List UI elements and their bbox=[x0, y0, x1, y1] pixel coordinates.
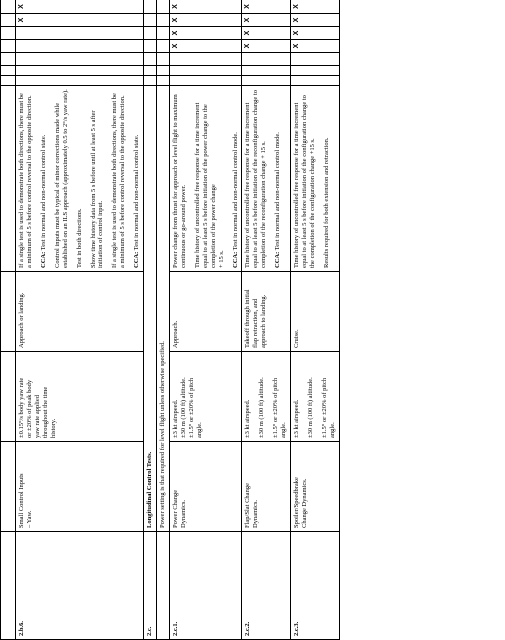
cca-text: Test in normal and non-normal control state. bbox=[39, 134, 47, 252]
level-mark bbox=[169, 66, 241, 76]
cca-label: CCA: bbox=[39, 251, 47, 268]
cca-label: CCA: bbox=[231, 251, 239, 268]
level-mark: X bbox=[291, 0, 340, 14]
table-row bbox=[169, 0, 241, 640]
tolerance-text: ±3 kt airspeed. ±30 m (100 ft) altitude. ±1.5° or ±20% of pitch angle. bbox=[171, 377, 203, 438]
section-note: Power setting is that required for level flight unless otherwise specified. bbox=[157, 86, 170, 532]
cca-label: CCA: bbox=[274, 251, 282, 268]
remark-paragraph: Power change from thrust for approach or level flight to maximum continuous or go-around power. bbox=[171, 94, 187, 268]
level-mark bbox=[16, 27, 144, 40]
remark-paragraph: If a single test is used to demonstrate both directions, there must be a minimum of 5 s before control reversal to the opposite direction. bbox=[111, 93, 127, 268]
remarks-cell bbox=[291, 86, 340, 272]
remark-paragraph: If a single test is used to demonstrate both directions, there must be a minimum of 5 s before control reversal to the opposite direction. bbox=[18, 93, 33, 268]
tolerance-text: ±1.5° or ±20% of pitch angle. bbox=[320, 377, 336, 438]
remark-paragraph: Time history of uncontrolled free response for a time increment equal to at least 5 s before initiation of the configuration change to the completion of the configuration change +15 s. bbox=[293, 95, 316, 268]
level-mark bbox=[16, 53, 144, 66]
level-mark: X bbox=[16, 14, 144, 27]
test-number: 2.c.3. bbox=[291, 532, 340, 640]
level-mark: X bbox=[169, 40, 241, 53]
tolerance-text: ±3 kt airspeed. bbox=[293, 399, 301, 438]
level-mark: X bbox=[291, 40, 340, 53]
tolerance-text: ±3 kt airspeed. bbox=[244, 399, 252, 438]
cca-text: Test in normal and non-normal control mode. bbox=[231, 132, 239, 252]
section-number: 2.c. bbox=[144, 532, 157, 640]
tolerance-cell bbox=[242, 352, 291, 442]
cca-paragraph bbox=[232, 89, 240, 268]
remarks-cell bbox=[16, 86, 144, 272]
flight-condition-text: Takeoff through initial flap retraction, and approach to landing. bbox=[244, 289, 268, 348]
remark-paragraph: Control inputs must be typical of minor corrections made while established on an ILS approach (approximately 0.5 to 2°/s yaw rate). bbox=[53, 89, 69, 268]
tolerance-cell bbox=[291, 352, 340, 442]
tolerance-text: ±30 m (100 ft) altitude. bbox=[258, 377, 266, 438]
level-mark: X bbox=[169, 27, 241, 40]
test-label bbox=[242, 442, 291, 532]
level-mark: X bbox=[242, 27, 291, 40]
cca-paragraph bbox=[274, 89, 282, 268]
test-label-text: Power Change Dynamics. bbox=[171, 489, 187, 528]
level-mark bbox=[169, 53, 241, 66]
level-mark: X bbox=[291, 14, 340, 27]
level-mark: X bbox=[291, 27, 340, 40]
remark-paragraph: Results required for both extension and retraction. bbox=[322, 137, 330, 268]
flight-condition bbox=[242, 272, 291, 352]
section-title: Longitudinal Control Tests. bbox=[146, 451, 154, 528]
flight-condition: Cruise. bbox=[291, 272, 340, 352]
table-row bbox=[16, 0, 144, 640]
level-mark: X bbox=[169, 14, 241, 27]
section-title-cell bbox=[144, 86, 157, 532]
tolerance-text: ±1.5° or ±20% of pitch angle. bbox=[272, 377, 288, 438]
test-label bbox=[291, 442, 340, 532]
cca-paragraph bbox=[40, 89, 48, 268]
level-mark bbox=[291, 53, 340, 66]
remark-paragraph: Show time history data from 5 s before until at least 5 s after initiation of control input. bbox=[89, 110, 105, 268]
remark-paragraph: Time history of uncontrolled free response for a time increment equal to at least 5 s before initiation of the power change to the completion of the power change + 15 s. bbox=[193, 102, 225, 268]
test-number: 2.c.1. bbox=[169, 532, 241, 640]
level-mark bbox=[291, 66, 340, 76]
cca-text: Test in normal and non-normal control state. bbox=[133, 134, 141, 252]
tolerance-cell bbox=[16, 352, 144, 442]
level-mark bbox=[16, 40, 144, 53]
level-mark bbox=[242, 66, 291, 76]
cca-text: Test in normal and non-normal control mode. bbox=[274, 132, 282, 252]
table-row bbox=[242, 0, 291, 640]
section-note-row bbox=[157, 0, 170, 640]
test-label-text: Spoiler/Speedbrake Change Dynamics. bbox=[293, 477, 309, 528]
level-mark: X bbox=[169, 0, 241, 14]
cca-paragraph bbox=[133, 89, 141, 268]
remark-paragraph: Test in both directions. bbox=[75, 208, 83, 268]
flight-condition: Approach or landing. bbox=[16, 272, 144, 352]
remarks-cell bbox=[169, 86, 241, 272]
level-mark bbox=[16, 66, 144, 76]
tolerance-text: ±30 m (100 ft) altitude. bbox=[307, 377, 315, 438]
top-spacer-row bbox=[1, 0, 16, 640]
remark-paragraph: Time history of uncontrolled free response for a time increment equal to at least 5 s before initiation of the reconfiguration change to completion of the reconfiguration change + 15 s. bbox=[244, 90, 268, 268]
cca-label: CCA: bbox=[133, 251, 141, 268]
test-label-text: Small Control Inputs – Yaw. bbox=[18, 473, 33, 528]
section-header-row bbox=[144, 0, 157, 640]
test-label bbox=[169, 442, 241, 532]
test-label-text: Flap/Slat Change Dynamics. bbox=[244, 483, 260, 528]
level-mark: X bbox=[16, 0, 144, 14]
level-mark: X bbox=[242, 0, 291, 14]
level-mark: X bbox=[242, 40, 291, 53]
tolerance-cell bbox=[169, 352, 241, 442]
test-number: 2.b.6. bbox=[16, 532, 144, 640]
test-label bbox=[16, 442, 144, 532]
level-mark: X bbox=[242, 14, 291, 27]
level-mark bbox=[242, 53, 291, 66]
tolerance-text: ±0.15°/s body yaw rate or ±20% of peak body yaw rate applied throughout the time history. bbox=[18, 377, 57, 438]
table-row bbox=[291, 0, 340, 640]
remarks-cell bbox=[242, 86, 291, 272]
flight-condition: Approach. bbox=[169, 272, 241, 352]
test-number: 2.c.2. bbox=[242, 532, 291, 640]
